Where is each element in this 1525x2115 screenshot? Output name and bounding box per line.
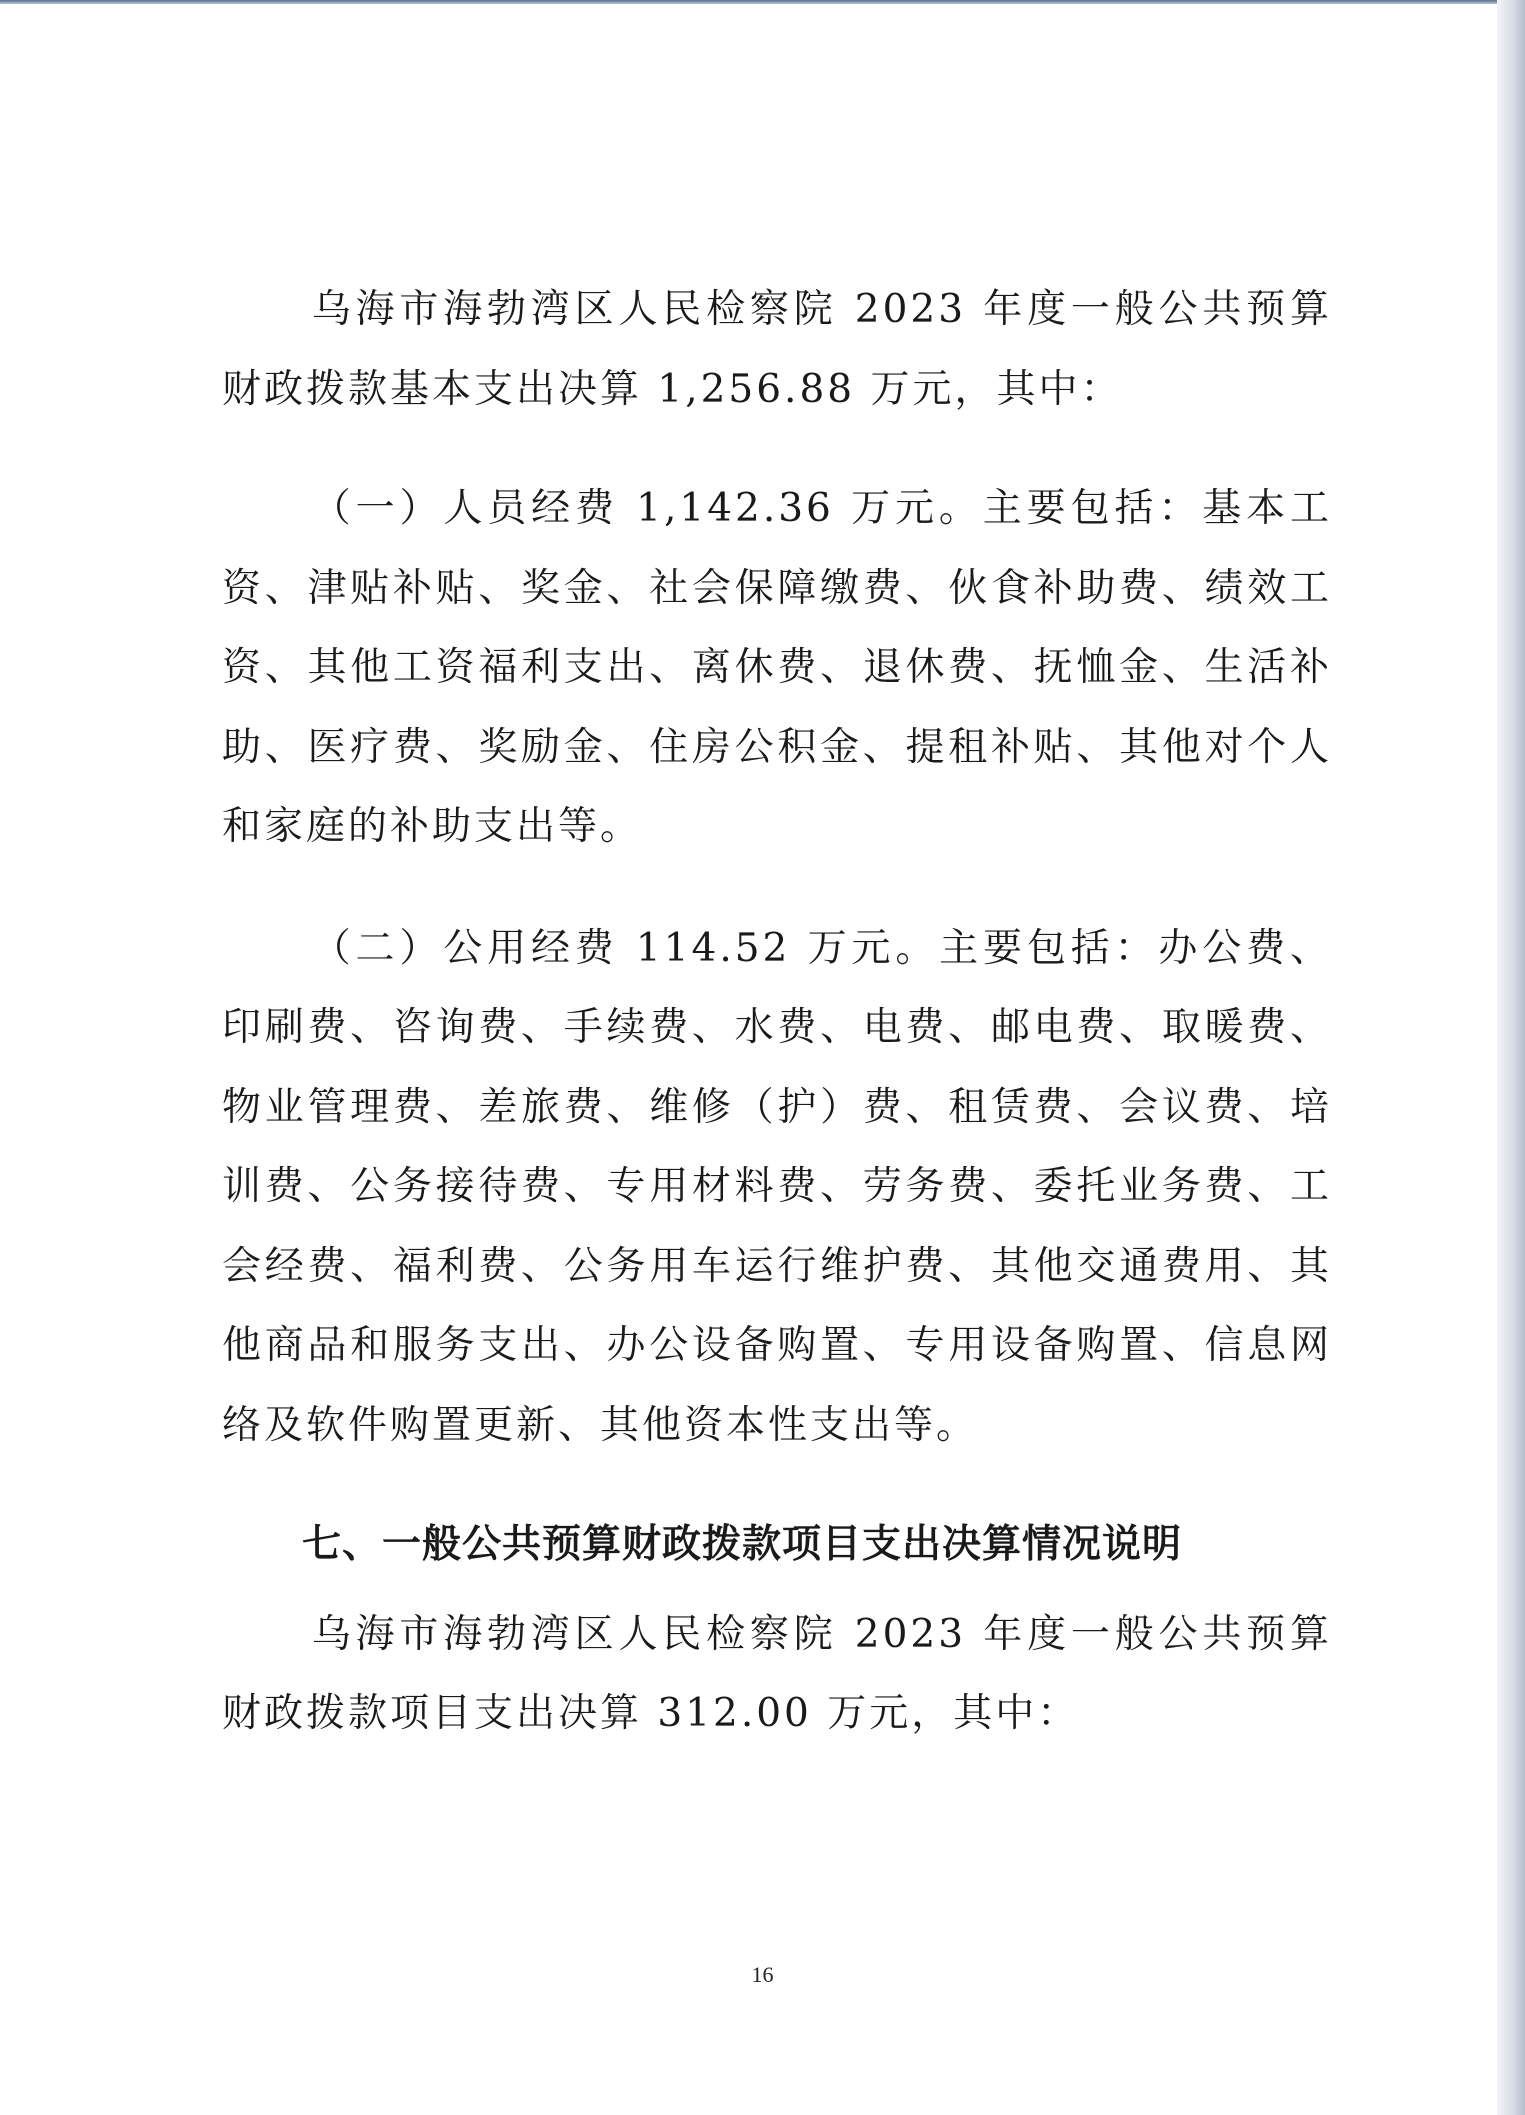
- section-heading: 七、一般公共预算财政拨款项目支出决算情况说明: [302, 1522, 1183, 1567]
- scan-right-edge: [1497, 0, 1525, 2115]
- scan-top-edge: [0, 0, 1525, 4]
- page-number: 16: [751, 1962, 774, 1987]
- project-expenditure-paragraph: 乌海市海勃湾区人民检察院 2023 年度一般公共预算财政拨款项目支出决算 312.00 万元，其中：: [222, 1611, 1332, 1736]
- document-page: [222, 270, 1332, 1754]
- public-expenses-paragraph: （二）公用经费 114.52 万元。主要包括：办公费、印刷费、咨询费、手续费、水费、电费、邮电费、取暖费、物业管理费、差旅费、维修（护）费、租赁费、会议费、培训费、公务接待费、专用材料费、劳务费、委托业务费、工会经费、福利费、公务用车运行维护费、其他交通费用、其他商品和服务支出、办公设备购置、专用设备购置、信息网络及软件购置更新、其他资本性支出等。: [222, 925, 1332, 1448]
- personnel-expenses-paragraph: （一）人员经费 1,142.36 万元。主要包括：基本工资、津贴补贴、奖金、社会保障缴费、伙食补助费、绩效工资、其他工资福利支出、离休费、退休费、抚恤金、生活补助、医疗费、奖励金、住房公积金、提租补贴、其他对个人和家庭的补助支出等。: [222, 486, 1332, 849]
- basic-expenditure-paragraph: 乌海市海勃湾区人民检察院 2023 年度一般公共预算财政拨款基本支出决算 1,256.88 万元，其中：: [222, 287, 1332, 412]
